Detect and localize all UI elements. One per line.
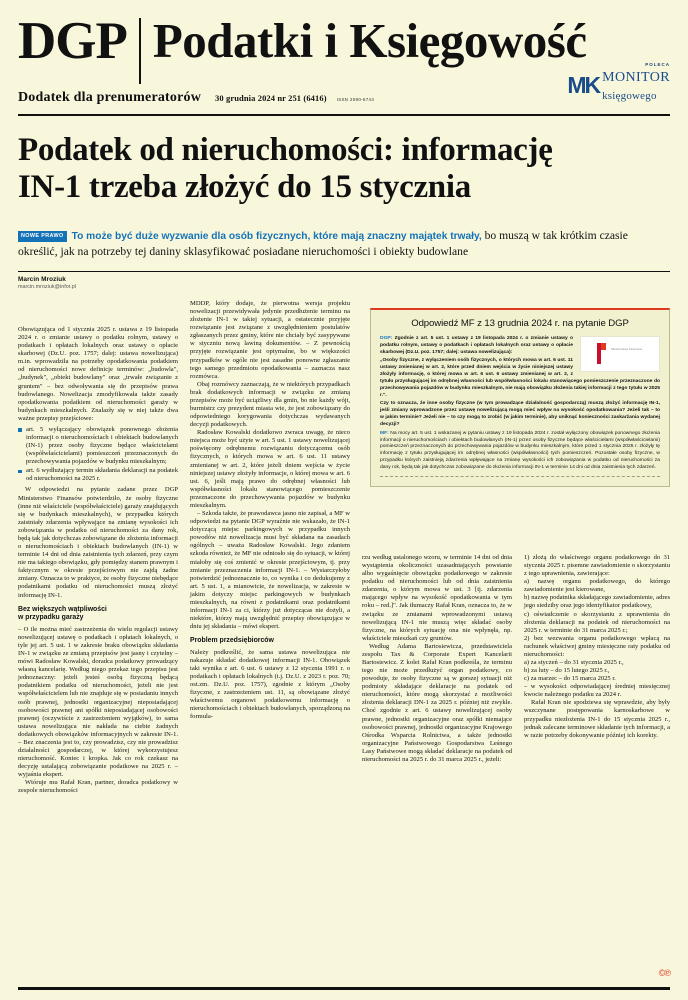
paragraph: rzu według ustalonego wzoru, w terminie 14 dni od dnia wystąpienia okoliczności uzasadniających powstanie albo wygaśnięcie obowiązku podatkowego w zakresie podatku od nieruchomości lub od dnia zaistnienia zdarzenia, o którym mowa w ust. 3 [tj. zdarzenia mającego wpływ na wysokość opodatkowania w tym roku – red.]". Jak tłumaczy Rafał Kran, oznacza to, że w związku ze zmianami wprowadzonymi ustawą nowelizującą IN-1 nie muszą więc składać osoby fizyczne, na których sytuację ona nie wpłynęła, np. właściciele mieszkań czy gruntów. [362, 554, 512, 642]
paragraph: Obowiązująca od 1 stycznia 2025 r. ustawa z 19 listopada 2024 r. o zmianie ustawy o podatku rolnym, ustawy o podatkach i opłatach lokalnych oraz ustawy o opłacie skarbowej (Dz.U. poz. 1757; dalej: ustawa nowelizująca) m.in. wprowadziła na potrzeby opodatkowania podatkiem od nieruchomości nowe definicje terminów: „budowla", „budynek", „obiekt budowlany" oraz „trwałe związanie z gruntem" – bez odwoływania się do przepisów prawa budowlanego. Nowelizacja zmodyfikowała także zasady opodatkowania podatkiem od nieruchomości garaży w budynkach mieszkalnych. Znalazły się w niej także dwa ważne przepisy przejściowe: [18, 326, 178, 422]
deck-lead-rest: bo muszą w tak krótkim czasie określić, jak na potrzeby tej daniny sklasyfikować posiadane nieruchomości i obiekty budowlane [18, 229, 628, 258]
masthead-divider [139, 18, 141, 84]
nowe-prawo-badge: NOWE PRAWO [18, 231, 67, 242]
mf-flag-icon [597, 343, 606, 364]
paragraph: MDDP, który dodaje, że pierwotna wersja projektu nowelizacji przewidywała jedynie przedłużenie terminu na złożenie IN-1 w takiej sytuacji, a ostatecznie przyjęte rozwiązanie jest związane z uwzględnieniem postulatów zgłaszanych przez gminy, które nie chciały być zasypywane w styczniu nową lawiną dokumentów. – Z pewnością przyjęte rozwiązanie jest optymalne, bo w większości przypadków w ogóle nie jest zasadne ponowne zgłaszanie tego samego przedmiotu opodatkowania – zaznacza nasz rozmówca. [190, 300, 350, 380]
mk-ksiegowego-text: księgowego [602, 90, 657, 102]
headline-line-2: IN-1 trzeba złożyć do 15 stycznia [18, 168, 471, 205]
paragraph: a) za styczeń – do 31 stycznia 2025 r., [524, 659, 624, 667]
mk-monogram-icon: MK [567, 72, 600, 99]
paragraph: b) nazwę podatnika składającego zawiadomienie, adres jego siedziby oraz jego identyfikator podatkowy, [524, 594, 670, 610]
headline-line-1: Podatek od nieruchomości: informację [18, 132, 553, 168]
paragraph: c) za marzec – do 15 marca 2025 r. [524, 675, 616, 683]
author-email[interactable]: marcin.mroziuk@infor.pl [18, 284, 76, 291]
author-name: Marcin Mroziuk [18, 276, 66, 284]
box-dashed-rule [380, 476, 660, 477]
mf-tag: MF: [380, 430, 389, 436]
subheading-line-1: Bez większych wątpliwości [18, 605, 107, 613]
paragraph: Wtóruje mu Rafał Kran, partner, doradca podatkowy w zespole nieruchomości [18, 779, 178, 795]
column-1 [18, 326, 178, 795]
mf-answer-box [370, 308, 670, 487]
mf-box-title: Odpowiedź MF z 13 grudnia 2024 r. na pytanie DGP [411, 318, 629, 329]
paragraph: 1) złożą do właściwego organu podatkowego do 31 stycznia 2025 r. pisemne zawiadomienie o skorzystaniu z tego uprawnienia, zawierające: [524, 554, 670, 578]
paragraph: – O ile można mieć zastrzeżenia do wielu regulacji ustawy nowelizującej ustawę o podatkach i opłatach lokalnych, o tyle jej art. 5 ust. 1 w zakresie braku obowiązku składania IN-1 w związku ze zmianą przepisów jest jasny i czytelny – mówi Radosław Kowalski, doradca podatkowy prowadzący własną kancelarię. Według niego przekaz tego przepisu jest jednoznaczny: jeżeli jesteś osobą fizyczną będącą podatnikiem podatku od nieruchomości, jeżeli nie jest współwłaścicielem lub nie znajduje się w posiadaniu innych osób prawnej, jednostki organizacyjnej nieposiadającej osobowości prawnej ani spółki nieposiadającej osobowości prawnej (oczywiście z zastrzeżeniem wyjątków), to sama ustawa nowelizująca nie nakłada na ciebie żadnych dodatkowych obowiązków informacyjnych w zakresie IN-1. – Bez znaczenia jest to, czy prowadzisz, czy nie prowadzisz działalności gospodarczej, w której wykorzystujesz nieruchomość. Koniec i kropka. Jak co rok czekasz na decyzję ustalającą zobowiązanie podatkowe na 2025 r. – wyjaśnia ekspert. [18, 625, 178, 779]
question-intro-text: Zgodnie z art. 5 ust. 1 ustawy z 19 listopada 2024 r. o zmianie ustawy o podatku rolnym, ustawy o podatkach i opłatach lokalnych oraz ustawy o opłacie skarbowej (Dz.U. poz. 1757; dalej: ustawa nowelizująca): [380, 336, 573, 355]
footer-rule [18, 987, 670, 990]
mk-wordmark [602, 68, 670, 104]
mf-answer-text: Na mocy art. 5 ust. 1 wskazanej w pytaniu ustawy z 19 listopada 2024 r. został wyłączony obowiązek ponownego złożenia informacji o nieruchomościach i obiektach budowlanych (IN-1) przez osoby fizyczne będące właścicielami (współwłaścicielami) pomieszczeń przeznaczonych do przechowywania pojazdów w budynku mieszkalnym, które przed 1 stycznia 2025 r. złożyły tę informację z tytułu przysługującej im odrębnej własności (współwłasności) tych pomieszczeń. Pozostałe osoby fizyczne, w przypadku których zaistnieją zdarzenia wpływające na zmianę wysokości ich zobowiązania w podatku od nieruchomości za dany rok, będą tak jak dotychczas zobowiązane do złożenia informacji IN-1 w terminie 14 dni od dnia zaistnienia tych zdarzeń. [380, 430, 660, 470]
article-headline [18, 132, 670, 206]
brand-logo[interactable]: DGP [18, 12, 127, 70]
subheading-garaze [18, 606, 178, 623]
mk-monitor-text: MONITOR [602, 70, 670, 85]
ministry-of-finance-logo-icon [580, 336, 660, 372]
masthead-rule [18, 114, 670, 116]
paragraph: W odpowiedzi na pytanie zadane przez DGP Ministerstwo Finansów potwierdziło, że osoby fizyczne (inne niż właściciele (współwłaściciele) garaży znajdujących się w budynkach mieszkalnych), w przypadku których zaistniały zdarzenia wpływające na zmianę wysokości ich zobowiązania w podatku od nieruchomości za dany rok, będą tak jak dotychczas zobowiązane do złożenia informacji o nieruchomościach i obiektach budowlanych (IN-1) w terminie 14 dni od dnia zaistnienia tych zdarzeń, przy czym nie ma takiego obowiązku, gdy pomiędzy stanem prawnym i faktycznym w okresie przejściowym nie zajdą żadne zmiany. Oznacza to w praktyce, że osoby fizyczne niebędące podatnikami podatku od nieruchomości muszą złożyć informację IN-1. [18, 486, 178, 599]
paragraph: 2) bez wezwania organu podatkowego wpłacą na rachunek właściwej gminy miesięczne raty podatku od nieruchomości: [524, 634, 670, 658]
column-2 [190, 300, 350, 722]
paragraph: a) nazwę organu podatkowego, do którego zawiadomienie jest kierowane, [524, 578, 670, 594]
mf-logo-text: Ministerstwo Finansów [611, 347, 643, 351]
deck-lead-bold: To może być duże wyzwanie dla osób fizycznych, które mają znaczny majątek trwały, [71, 231, 482, 243]
paragraph: Rafał Kran nie spodziewa się wprawdzie, aby były wszczynane postępowania karnoskarbowe w przypadku niezłożenia IN-1 do 15 stycznia 2025 r., jednak zalecane terminowe składanie tych informacji, a w razie potrzeby dokonywanie później ich korekty. [524, 699, 670, 739]
supplement-label: Dodatek dla prenumeratorów [18, 90, 202, 105]
poleca-label: POLECA [645, 62, 670, 67]
list-item: art. 5 wyłączający obowiązek ponownego złożenia informacji o nieruchomościach i obiektach budowlanych (IN-1) przez osoby fizyczne będące właścicielami (współwłaścicielami) pomieszczeń przeznaczonych do przechowywania pojazdów w budynku mieszkalnym; [18, 426, 178, 466]
column-3 [362, 554, 512, 764]
quoted-statute: „Osoby fizyczne, z wyłączeniem osób fizycznych, o których mowa w art. 6 ust. 11 ustawy zmienianej w art. 2, które przed dniem wejścia w życie niniejszej ustawy złożyły informację, o której mowa w art. 6 ust. 6 ustawy zmienianej w art. 2, z tytułu przysługującej im odrębnej własności lub współwłasności lokalu stanowiącego pomieszczenie przeznaczone do przechowywania pojazdów w budynku mieszkalnym, nie mają obowiązku złożenia takiej informacji z tego tytułu w 2025 r.". [380, 358, 660, 398]
subheading-przedsiebiorcy: Problem przedsiębiorców [190, 637, 274, 645]
issn-text: ISSN 2080-6744 [336, 97, 375, 102]
paragraph: Radosław Kowalski dodatkowo zwraca uwagę, że nieco miejsca może być użyte w art. 5 ust. 1 ustawy nowelizującej poświęcony odrębnemu rozwiązaniu dotyczącemu osób fizycznych, o których mowa w art. 6 ust. 11 ustawy zmienianej w art. 2, które jeżeli dniem wejścia w życie niniejszej ustawy złożyły informacje, o której mowa w art. 6 ust. 6, jeśli mają prawo do odrębnej własności lub współwłasności lokalu stanowiącego pomieszczenie przeznaczone do przechowywania pojazdów w budynku mieszkalnym. [190, 429, 350, 509]
paragraph: b) za luty – do 15 lutego 2025 r., [524, 667, 610, 675]
mf-box-body [380, 336, 660, 477]
subheading-line-2: w przypadku garaży [18, 614, 84, 622]
transitional-rules-list [18, 426, 178, 484]
byline [18, 276, 176, 290]
monitor-ksiegowego-logo[interactable] [567, 62, 670, 104]
mf-answer [380, 431, 660, 472]
question-followup: Czy to oznacza, że inne osoby fizyczne (w tym prowadzące działalność gospodarczą) muszą złożyć informację IN-1, jeśli zmiany wprowadzone przez ustawę nowelizującą mogą mieć wpływ na wysokość opodatkowania? Jeżeli tak – to w jakim terminie? Jeżeli nie – to czy mogą to zrobić (w jakim terminie), aby uniknąć konieczności zaskarżania wydanej decyzji? [380, 401, 660, 427]
issue-info: 30 grudnia 2024 nr 251 (6416) [215, 93, 327, 103]
mk-logo-row [567, 68, 670, 104]
list-item: art. 6 wydłużający termin składania deklaracji na podatek od nieruchomości na 2025 r. [18, 467, 178, 483]
paragraph: Według Adama Bartosiewicza, przedstawiciela zespołu Tax & Corporate Expert Kancelarii Bartosiewicz. Z kolei Rafał Kran podkreśla, że terminu tego nie może przedłużyć organ podatkowy, co powoduje, że osoby fizyczne są w gorszej sytuacji niż podmioty składające deklaracje na podatek od nieruchomości, które mogą skorzystać z możliwości złożenia deklaracji DN-1 za 2025 r. później niż zwykle. Choć zgodnie z art. 6 ustawy nowelizującej osoby prawne, jednostki organizacyjne oraz spółki niemające osobowości prawnej, jednostki organizacyjne Krajowego Ośrodka Wsparcia Rolnictwa, a także jednostki organizacyjne Państwowego Gospodarstwa Leśnego Lasy Państwowe mogą składać deklaracje na podatek od nieruchomości na 2025 r. do 31 marca 2025 r., jeżeli: [362, 642, 512, 763]
paragraph: – w wysokości odpowiadającej średniej miesięcznej kwocie należnego podatku za 2024 r. [524, 683, 670, 699]
paragraph: Należy podkreślić, że sama ustawa nowelizująca nie nakazuje składać dodatkowej informacji IN-1. Obowiązek taki wynika z art. 6 ust. 6 ustawy z 12 stycznia 1991 r. o podatkach i opłatach lokalnych (t.j. Dz.U. z 2023 r. poz. 70; ost.zm. Dz.U. poz. 1757), zgodnie z którym „Osoby fizyczne, z zastrzeżeniem ust. 11, są obowiązane złożyć właściwemu organowi podatkowemu informację o nieruchomościach i obiektach budowlanych, sporządzoną na formula- [190, 648, 350, 721]
paragraph: Obaj rozmówcy zaznaczają, że w niektórych przypadkach brak dodatkowych informacji w związku ze zmianą przepisów może być uciążliwy dla gmin, bo nie każdy wójt, burmistrz czy prezydent miasta wie, że jest zobowiązany do odpowiedniego korygowania dotychczas wydawanych decyzji podatkowych. [190, 380, 350, 429]
deck-rule [18, 271, 670, 272]
copyright-mark: ©℗ [658, 968, 670, 978]
paragraph: – Szkoda także, że prawodawca jasno nie zapisał, a MF w odpowiedzi na pytanie DGP wyraźnie nie wskazało, że IN-1 dotyczącą miejsc parkingowych w przypadku innych powodów niż nowelizacja musi być składana na zasadach ogólnych – uważa Radosław Kowalski. Jego zdaniem szkoda również, że MF nie odniosło się do sytuacji, w której miałoby się coś zmienić w okresie przejściowym, tj. przy zmianie przeznaczenia informacji IN-1. – Wystarczyłoby potwierdzić jednoznacznie to, co wynika i co dedukujemy z art. 5 ust. 1, a mianowicie, że nowelizacja, w zakresie w jakim dotyczy miejsc parkingowych w budynkach mieszkalnych, na równi z podatnikami oraz podatnikami informacji IN-1 za ci, którzy już dotyczącas nie dożyli, a niektóre, którzy mają uwzględnić przepisy obowiązujące w dniu jej składania – mówi ekspert. [190, 510, 350, 631]
column-4 [524, 554, 670, 740]
paragraph: c) oświadczenie o skorzystaniu z uprawnienia do złożenia deklaracji na podatek od nieruchomości na 2025 r. w terminie do 31 marca 2025 r.; [524, 610, 670, 634]
masthead [18, 0, 670, 106]
dgp-tag: DGP: [380, 336, 393, 341]
article-deck [18, 228, 670, 259]
section-title: Podatki i Księgowość [152, 13, 587, 68]
